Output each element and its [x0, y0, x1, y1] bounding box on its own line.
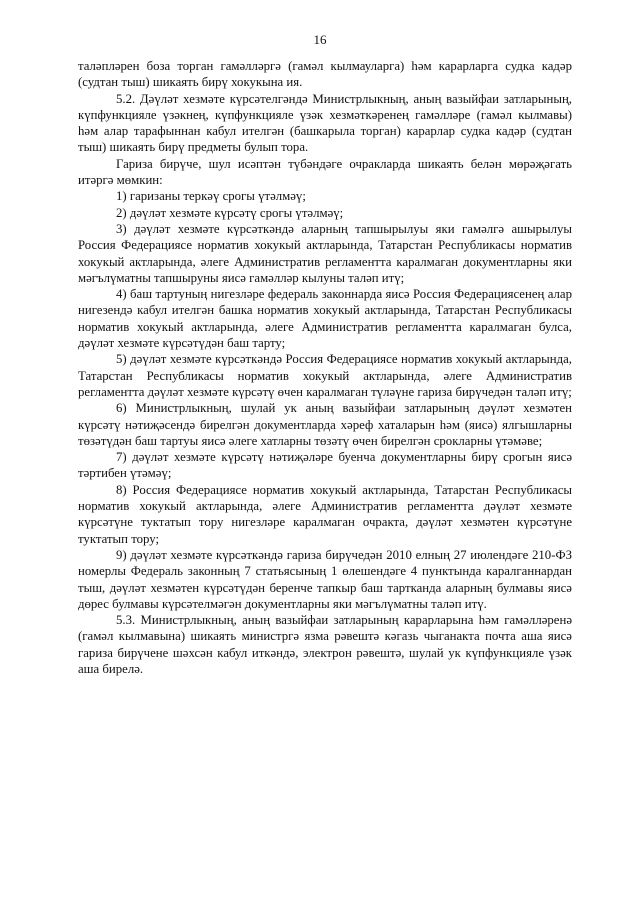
list-item-4: 4) баш тартуның нигезләре федераль законнарда яисә Россия Федерациясенең алар нигезендә кабул ителгән башка норматив хокукый актларында, Татарстан Республикасы норматив хокукый актларында, әлеге Административ регламентта каралмаган булса, дәүләт хезмәте күрсәтүдән баш тарту;: [78, 287, 572, 351]
list-item-1: 1) гаризаны теркәү срогы үтәлмәү;: [116, 189, 306, 204]
list-item-6: 6) Министрлыкның, шулай ук аның вазыйфаи затларының дәүләт хезмәтен күрсәтү нәтиҗәсендә бирелгән документларда хәреф хаталарын һәм (яисә) ялгышларны төзәтүдән баш тартуы яисә әлеге хатларны төзәтү өчен бирелгән срокларны үтәмәве;: [78, 401, 572, 448]
list-item-8: 8) Россия Федерациясе норматив хокукый актларында, Татарстан Республикасы норматив хокукый актларында, әлеге Административ регламентта дәүләт хезмәте күрсәтүне туктатып тору нигезләре каралмаган очракта, дәүләт хезмәтен күрсәтүне туктатып тору;: [78, 482, 572, 546]
document-body: [78, 58, 572, 677]
list-item-7: 7) дәүләт хезмәте күрсәтү нәтиҗәләре буенча документларны бирү срогын яисә тәртибен үтәмәү;: [78, 450, 572, 481]
list-item-5: 5) дәүләт хезмәте күрсәткәндә Россия Федерациясе норматив хокукый актларында, Татарстан Республикасы норматив хокукый актларында, әлеге Административ регламентта дәүләт хезмәте күрсәтү өчен каралмаган түләүне гариза бирүчедән таләп итү;: [78, 352, 572, 399]
page-number: 16: [313, 32, 327, 47]
paragraph-continuation: таләпләрен боза торган гамәлләргә (гамәл кылмауларга) һәм карарларга судка кадәр (судтан тыш) шикаять бирү хокукына ия.: [78, 59, 572, 90]
paragraph-complaint-cases: Гариза бирүче, шул исәптән түбәндәге очракларда шикаять белән мөрәҗәгать итәргә мөмкин:: [78, 156, 572, 188]
paragraph-5-3: 5.3. Министрлыкның, аның вазыйфаи затларының карарларына һәм гамәлләренә (гамәл кылмавына) шикаять министргә язма рәвештә кәгазь чыганакта почта аша яисә гариза бирүчене шәхсән кабул иткәндә, электрон рәвештә, шулай ук күпфункцияле үзәк аша бирелә.: [78, 613, 572, 676]
paragraph-5-2: 5.2. Дәүләт хезмәте күрсәтелгәндә Министрлыкның, аның вазыйфаи затларының, күпфункцияле үзәкнең, күпфункцияле үзәк хезмәткәренең гамәлләре (гамәл кылмавы) һәм алар тарафыннан кабул ителгән (башкарыла торган) карарлар судка кадәр (судтан тыш) шикаять бирү предметы булып тора.: [78, 91, 572, 155]
list-item-9: 9) дәүләт хезмәте күрсәткәндә гариза бирүчедән 2010 елның 27 июлендәге 210-ФЗ номерлы Федераль законның 7 статьясының 1 өлешендәге 4 пунктында каралганнардан тыш, дәүләт хезмәтен күрсәтүдән беренче тапкыр баш тартканда аларның булмавы яисә дөрес булмавы күрсәтелмәгән документларны яки мәгълүматны таләп итү.: [78, 547, 572, 611]
list-item-3: 3) дәүләт хезмәте күрсәткәндә аларның тапшырылуы яки гамәлгә ашырылуы Россия Федерациясе норматив хокукый актларында, Татарстан Республикасы норматив хокукый актларында, әлеге Административ регламентта каралмаган документларны яки мәгълүматны тапшыруны яисә гамәлләр кылуны таләп итү;: [78, 221, 572, 285]
list-item-2: 2) дәүләт хезмәте күрсәтү срогы үтәлмәү;: [116, 205, 344, 220]
